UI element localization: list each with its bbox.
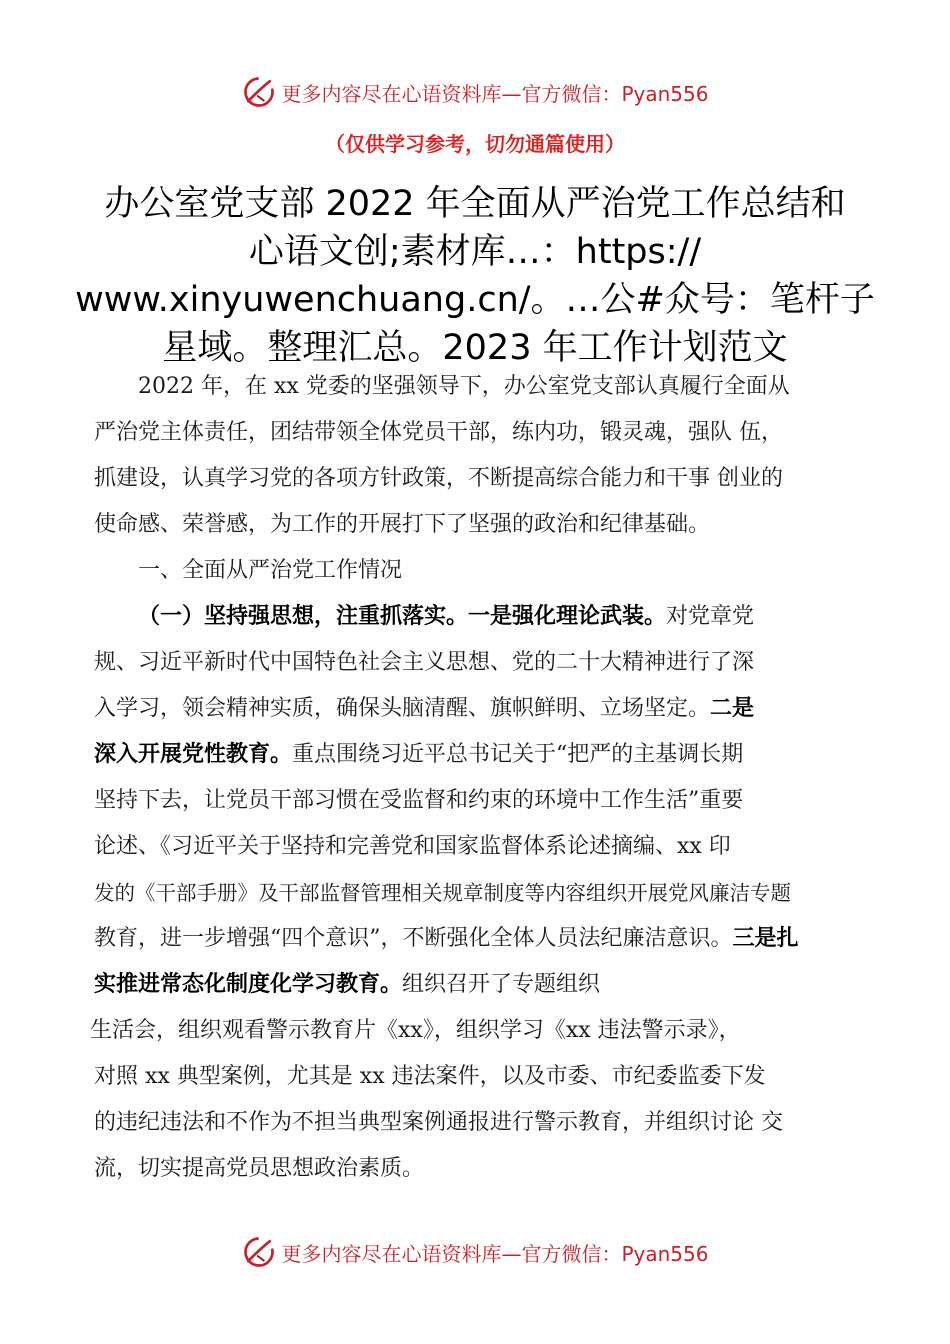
para-line-8-text: 教育，进一步增强“四个意识”，不断强化全体人员法纪廉洁意识。 [94,926,733,951]
ink-brush-logo-icon [241,1234,277,1270]
bold-run-3: 深入开展党性教育。 [94,742,293,767]
bold-run-5: 实推进常态化制度化学习教育。 [94,972,403,997]
document-title [60,180,890,372]
para-line-13: 流，切实提高党员思想政治素质。 [94,1156,425,1181]
footer-banner-text: 更多内容尽在心语资料库—官方微信：Pyan556 [281,1241,709,1266]
title-line-1: 办公室党支部 2022 年全面从严治党工作总结和 [104,184,846,224]
usage-notice: （仅供学习参考，切勿通篇使用） [325,132,625,156]
ink-brush-logo-icon [241,74,277,110]
para-line-3 [94,686,886,732]
bold-run-2: 二是 [710,696,755,721]
para-line-1 [94,594,886,640]
intro-line-1: 2022 年，在 xx 党委的坚强领导下，办公室党支部认真履行全面从 [138,374,790,399]
intro-line-3: 抓建设，认真学习党的各项方针政策，不断提高综合能力和干事 创业的 [94,466,783,491]
intro-line-4: 使命感、荣誉感，为工作的开展打下了坚强的政治和纪律基础。 [94,512,711,537]
title-line-4: 星域。整理汇总。2023 年工作计划范文 [162,328,788,368]
intro-line-2: 严治党主体责任，团结带领全体党员干部，练内功，锻灵魂，强队 伍， [94,420,783,445]
section1-paragraph [90,594,886,1192]
para-line-1-rest: 对党章党 [666,604,755,629]
para-line-6: 论述、《习近平关于坚持和完善党和国家监督体系论述摘编、xx 印 [94,834,731,859]
para-line-2: 规、习近平新时代中国特色社会主义思想、党的二十大精神进行了深 [94,650,755,675]
bold-run-1: （一）坚持强思想，注重抓落实。一是强化理论武装。 [138,604,667,629]
para-line-9-rest: 组织召开了专题组织 [402,972,601,997]
section-heading-1: 一、全面从严治党工作情况 [138,558,403,583]
para-line-12: 的违纪违法和不作为不担当典型案例通报进行警示教育，并组织讨论 交 [94,1110,783,1135]
header-banner [0,72,950,112]
para-line-9 [94,962,886,1008]
para-line-8 [94,916,886,962]
para-line-3-text: 入学习，领会精神实质，确保头脑清醒、旗帜鲜明、立场坚定。 [94,696,711,721]
title-line-2: 心语文创;素材库…：https:// [248,232,702,272]
header-banner-text: 更多内容尽在心语资料库—官方微信：Pyan556 [281,81,709,106]
para-line-5: 坚持下去，让党员干部习惯在受监督和约束的环境中工作生活”重要 [94,788,744,813]
para-line-10: 生活会，组织观看警示教育片《xx》，组织学习《xx 违法警示录》， [90,1018,741,1043]
para-line-4-rest: 重点围绕习近平总书记关于“把严的主基调长期 [292,742,744,767]
para-line-4 [94,732,886,778]
para-line-7: 发的《干部手册》及干部监督管理相关规章制度等内容组织开展党风廉洁专题 [94,881,791,905]
para-line-11: 对照 xx 典型案例，尤其是 xx 违法案件，以及市委、市纪委监委下发 [94,1064,766,1089]
document-body [90,364,886,1192]
footer-banner [0,1232,950,1272]
bold-run-4: 三是扎 [732,926,799,951]
title-line-3: www.xinyuwenchuang.cn/。…公#众号：笔杆子 [75,280,875,320]
intro-paragraph [94,364,886,548]
